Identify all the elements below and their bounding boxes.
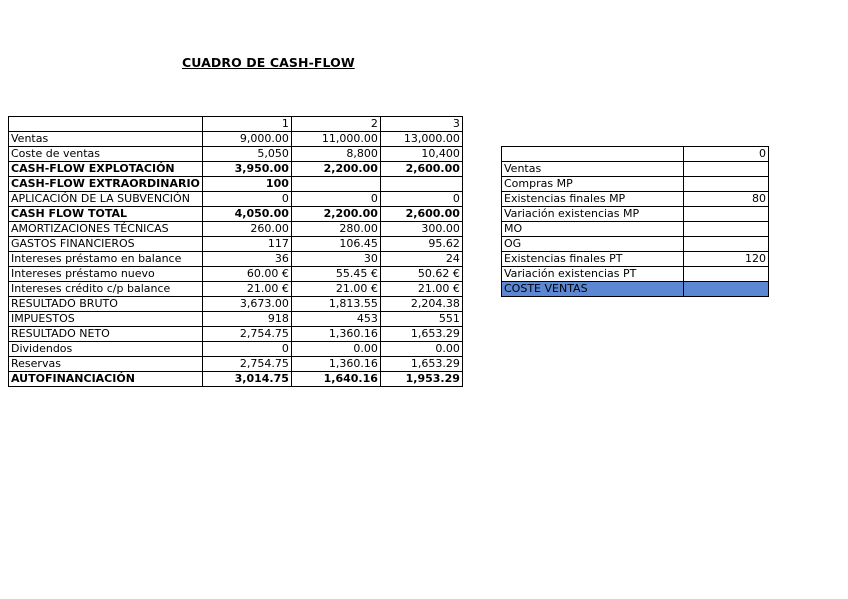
value-cell: 2,600.00: [380, 162, 462, 177]
value-cell: 100: [202, 177, 291, 192]
period-header-cell: 0: [684, 147, 769, 162]
row-label: COSTE VENTAS: [502, 282, 684, 297]
cashflow-table: [8, 116, 463, 387]
coste-ventas-total-row: [502, 282, 769, 297]
table-row: [9, 192, 463, 207]
value-cell: 50.62 €: [380, 267, 462, 282]
row-label: Existencias finales MP: [502, 192, 684, 207]
header-corner-cell: [502, 147, 684, 162]
table-row: [9, 327, 463, 342]
value-cell: [684, 162, 769, 177]
value-cell: 2,204.38: [380, 297, 462, 312]
value-cell: 1,653.29: [380, 327, 462, 342]
value-cell: [684, 222, 769, 237]
value-cell: [684, 177, 769, 192]
value-cell: 1,360.16: [291, 327, 380, 342]
table-row: [9, 237, 463, 252]
value-cell: 280.00: [291, 222, 380, 237]
row-label: Variación existencias PT: [502, 267, 684, 282]
table-row: [9, 312, 463, 327]
page-title: CUADRO DE CASH-FLOW: [182, 55, 355, 70]
table-row: [9, 342, 463, 357]
table-row: [9, 132, 463, 147]
value-cell: 0: [291, 192, 380, 207]
table-row: [502, 237, 769, 252]
row-label: GASTOS FINANCIEROS: [9, 237, 203, 252]
value-cell: 300.00: [380, 222, 462, 237]
table-row: [502, 162, 769, 177]
table-row: [502, 207, 769, 222]
table-row: [502, 177, 769, 192]
value-cell: 13,000.00: [380, 132, 462, 147]
value-cell: 8,800: [291, 147, 380, 162]
table-row: [9, 372, 463, 387]
row-label: RESULTADO BRUTO: [9, 297, 203, 312]
table-row: [9, 267, 463, 282]
table-row: [9, 282, 463, 297]
value-cell: 95.62: [380, 237, 462, 252]
row-label: Variación existencias MP: [502, 207, 684, 222]
row-label: Coste de ventas: [9, 147, 203, 162]
table-row: [502, 252, 769, 267]
value-cell: 1,953.29: [380, 372, 462, 387]
value-cell: 30: [291, 252, 380, 267]
value-cell: [684, 282, 769, 297]
row-label: APLICACIÓN DE LA SUBVENCIÓN: [9, 192, 203, 207]
row-label: Intereses préstamo en balance: [9, 252, 203, 267]
period-header-cell: 1: [202, 117, 291, 132]
value-cell: 918: [202, 312, 291, 327]
value-cell: 3,014.75: [202, 372, 291, 387]
period-header-cell: 2: [291, 117, 380, 132]
value-cell: 36: [202, 252, 291, 267]
value-cell: 0.00: [380, 342, 462, 357]
value-cell: 0: [202, 342, 291, 357]
row-label: CASH-FLOW EXPLOTACIÓN: [9, 162, 203, 177]
header-row: [9, 117, 463, 132]
table-row: [502, 222, 769, 237]
coste-ventas-table: [501, 146, 769, 297]
value-cell: 11,000.00: [291, 132, 380, 147]
table-row: [502, 267, 769, 282]
row-label: Intereses préstamo nuevo: [9, 267, 203, 282]
row-label: IMPUESTOS: [9, 312, 203, 327]
value-cell: 2,600.00: [380, 207, 462, 222]
value-cell: 2,200.00: [291, 207, 380, 222]
value-cell: 0: [202, 192, 291, 207]
value-cell: 2,754.75: [202, 327, 291, 342]
table-row: [9, 252, 463, 267]
row-label: CASH FLOW TOTAL: [9, 207, 203, 222]
value-cell: [684, 267, 769, 282]
table-row: [9, 147, 463, 162]
value-cell: 5,050: [202, 147, 291, 162]
value-cell: [291, 177, 380, 192]
value-cell: 120: [684, 252, 769, 267]
header-row: [502, 147, 769, 162]
value-cell: 453: [291, 312, 380, 327]
value-cell: 21.00 €: [202, 282, 291, 297]
value-cell: 21.00 €: [291, 282, 380, 297]
value-cell: 0: [380, 192, 462, 207]
row-label: MO: [502, 222, 684, 237]
value-cell: 9,000.00: [202, 132, 291, 147]
header-corner-cell: [9, 117, 203, 132]
row-label: CASH-FLOW EXTRAORDINARIO: [9, 177, 203, 192]
value-cell: 1,653.29: [380, 357, 462, 372]
row-label: AMORTIZACIONES TÉCNICAS: [9, 222, 203, 237]
row-label: AUTOFINANCIACIÓN: [9, 372, 203, 387]
value-cell: 55.45 €: [291, 267, 380, 282]
value-cell: 4,050.00: [202, 207, 291, 222]
value-cell: 60.00 €: [202, 267, 291, 282]
table-row: [9, 162, 463, 177]
value-cell: [684, 237, 769, 252]
value-cell: 1,360.16: [291, 357, 380, 372]
value-cell: 551: [380, 312, 462, 327]
value-cell: 3,673.00: [202, 297, 291, 312]
value-cell: 2,754.75: [202, 357, 291, 372]
value-cell: [684, 207, 769, 222]
value-cell: 80: [684, 192, 769, 207]
row-label: Existencias finales PT: [502, 252, 684, 267]
value-cell: 260.00: [202, 222, 291, 237]
table-row: [9, 207, 463, 222]
row-label: Compras MP: [502, 177, 684, 192]
row-label: OG: [502, 237, 684, 252]
value-cell: 2,200.00: [291, 162, 380, 177]
row-label: Intereses crédito c/p balance: [9, 282, 203, 297]
value-cell: 106.45: [291, 237, 380, 252]
value-cell: 0.00: [291, 342, 380, 357]
table-row: [9, 297, 463, 312]
table-row: [502, 192, 769, 207]
value-cell: 1,813.55: [291, 297, 380, 312]
row-label: Dividendos: [9, 342, 203, 357]
row-label: Ventas: [9, 132, 203, 147]
value-cell: 24: [380, 252, 462, 267]
value-cell: 1,640.16: [291, 372, 380, 387]
value-cell: 21.00 €: [380, 282, 462, 297]
row-label: Ventas: [502, 162, 684, 177]
table-row: [9, 222, 463, 237]
value-cell: 10,400: [380, 147, 462, 162]
period-header-cell: 3: [380, 117, 462, 132]
row-label: Reservas: [9, 357, 203, 372]
row-label: RESULTADO NETO: [9, 327, 203, 342]
table-row: [9, 177, 463, 192]
value-cell: 117: [202, 237, 291, 252]
value-cell: [380, 177, 462, 192]
value-cell: 3,950.00: [202, 162, 291, 177]
table-row: [9, 357, 463, 372]
